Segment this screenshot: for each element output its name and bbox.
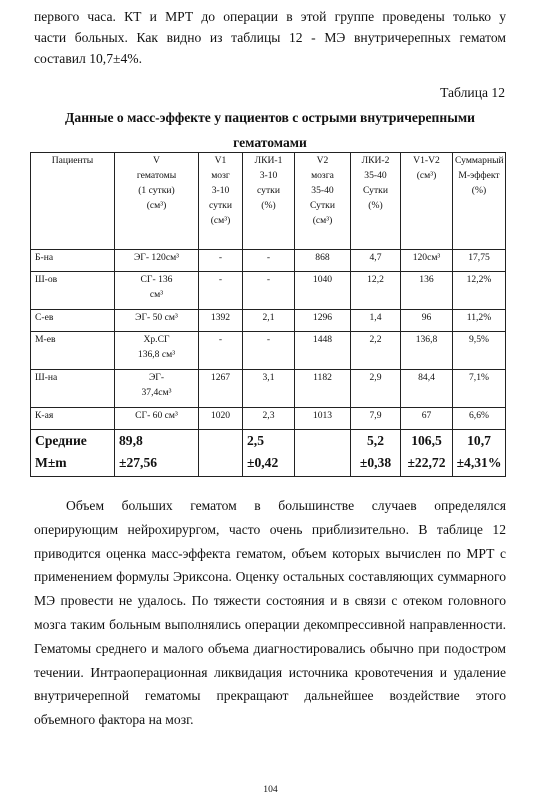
header-line: 35-40 xyxy=(364,170,387,181)
cell-lki2: 7,9 xyxy=(351,408,401,430)
intro-paragraph xyxy=(34,6,506,69)
cell-line: ЭГ- 120см³ xyxy=(133,252,180,263)
cell-v xyxy=(115,272,199,310)
cell-v2: 1448 xyxy=(295,332,351,370)
cell-lki1: - xyxy=(243,332,295,370)
header-cell xyxy=(243,153,295,250)
cell-line: см³ xyxy=(149,289,164,300)
average-line: M±m xyxy=(35,455,67,470)
cell-sum: 17,75 xyxy=(453,250,506,272)
cell-line: 136,8 см³ xyxy=(137,349,176,360)
average-cell xyxy=(295,430,351,477)
header-cell xyxy=(401,153,453,250)
header-line: ЛКИ-2 xyxy=(361,155,390,166)
cell-line: ЭГ- xyxy=(148,372,165,383)
average-line: ±27,56 xyxy=(119,455,158,470)
header-line: ЛКИ-1 xyxy=(254,155,283,166)
header-line: V2 xyxy=(316,155,329,166)
cell-lki1: 3,1 xyxy=(243,370,295,408)
header-line: Суммарный xyxy=(455,155,504,166)
table-row xyxy=(31,250,506,272)
cell-line: СГ- 60 см³ xyxy=(135,410,178,421)
cell-patient: Ш-на xyxy=(31,370,115,408)
average-line: Средние xyxy=(35,433,87,448)
cell-line: 37,4см³ xyxy=(141,387,172,398)
header-line: V1-V2 xyxy=(413,155,440,166)
average-line: 89,8 xyxy=(119,433,143,448)
header-line: сутки xyxy=(257,185,280,196)
table-label: Таблица 12 xyxy=(440,85,505,100)
cell-lki2: 12,2 xyxy=(351,272,401,310)
cell-v1: 1267 xyxy=(199,370,243,408)
cell-lki1: 2,1 xyxy=(243,310,295,332)
cell-v xyxy=(115,332,199,370)
cell-v1v2: 67 xyxy=(401,408,453,430)
average-line: ±22,72 xyxy=(407,455,446,470)
cell-v xyxy=(115,310,199,332)
table-row xyxy=(31,272,506,310)
cell-sum: 7,1% xyxy=(453,370,506,408)
header-line: гематомы xyxy=(136,170,177,181)
header-line: (см³) xyxy=(416,170,437,181)
average-line: ±4,31% xyxy=(456,455,502,470)
header-cell xyxy=(115,153,199,250)
cell-line: ЭГ- 50 см³ xyxy=(135,312,178,323)
average-line: 2,5 xyxy=(247,433,264,448)
table-row xyxy=(31,370,506,408)
header-line: (%) xyxy=(261,200,276,211)
cell-sum: 6,6% xyxy=(453,408,506,430)
header-cell xyxy=(199,153,243,250)
table-row xyxy=(31,310,506,332)
cell-lki2: 2,2 xyxy=(351,332,401,370)
cell-sum: 9,5% xyxy=(453,332,506,370)
average-cell xyxy=(199,430,243,477)
average-line: 106,5 xyxy=(411,433,442,448)
header-line: мозга xyxy=(311,170,334,181)
cell-v2: 868 xyxy=(295,250,351,272)
header-cell xyxy=(351,153,401,250)
header-line: (см³) xyxy=(146,200,167,211)
header-line: 35-40 xyxy=(311,185,334,196)
cell-lki2: 4,7 xyxy=(351,250,401,272)
cell-v2: 1040 xyxy=(295,272,351,310)
cell-sum: 11,2% xyxy=(453,310,506,332)
header-line: М-эффект xyxy=(458,170,500,181)
cell-v1: - xyxy=(199,250,243,272)
average-cell xyxy=(115,430,199,477)
cell-sum: 12,2% xyxy=(453,272,506,310)
intro-line: части больных. Как видно из таблицы 12 - МЭ внутричерепных гематом xyxy=(34,30,506,45)
cell-v1: 1392 xyxy=(199,310,243,332)
header-line: 3-10 xyxy=(211,185,230,196)
table-title-line: Данные о масс-эффекте у пациентов с острыми внутричерепными xyxy=(65,110,475,125)
cell-patient: С-ев xyxy=(31,310,115,332)
cell-v2: 1296 xyxy=(295,310,351,332)
header-cell xyxy=(31,153,115,250)
header-line: (%) xyxy=(471,185,487,196)
header-line: Сутки xyxy=(363,185,388,196)
average-line: ±0,42 xyxy=(247,455,279,470)
header-line: 3-10 xyxy=(259,170,278,181)
table-average-row xyxy=(31,430,506,477)
header-line: (1 сутки) xyxy=(138,185,175,196)
cell-v xyxy=(115,370,199,408)
average-line: 10,7 xyxy=(467,433,491,448)
cell-line: СГ- 136 xyxy=(140,274,173,285)
header-cell xyxy=(295,153,351,250)
average-cell xyxy=(351,430,401,477)
cell-v xyxy=(115,250,199,272)
intro-line: первого часа. КТ и МРТ до операции в этой группе проведены только у xyxy=(34,9,506,24)
average-cell xyxy=(401,430,453,477)
header-cell xyxy=(453,153,506,250)
cell-v1: 1020 xyxy=(199,408,243,430)
header-line: мозг xyxy=(211,170,230,181)
cell-v1v2: 136 xyxy=(401,272,453,310)
page-number: 104 xyxy=(263,784,278,795)
average-cell xyxy=(31,430,115,477)
table-title xyxy=(34,105,506,155)
cell-v1v2: 96 xyxy=(401,310,453,332)
header-line: V xyxy=(153,155,160,166)
average-cell xyxy=(453,430,506,477)
header-line: Сутки xyxy=(310,200,335,211)
header-line: сутки xyxy=(209,200,232,211)
cell-lki2: 2,9 xyxy=(351,370,401,408)
table-row xyxy=(31,332,506,370)
body-paragraph: Объем больших гематом в большинстве случаев определялся оперирующим нейрохирургом, часто очень приблизительно. В таблице 12 приводится оценка масс-эффекта гематом, объем которых вычислен по МРТ с применением формулы Эриксона. Оценку остальных составляющих суммарного МЭ провести не удалось. По тяжести состояния и в связи с отеком головного мозга таким больным выполнялись операции декомпрессивной направленности. Гематомы среднего и малого объема диагностировались обычно при подостром течении. Интраоперационная ликвидация источника кровотечения и удаление внутричерепной гематомы прекращают дальнейшее воздействие этого объемного фактора на мозг. xyxy=(34,498,506,728)
cell-v2: 1013 xyxy=(295,408,351,430)
cell-patient: Б-на xyxy=(31,250,115,272)
cell-line: Хр.СГ xyxy=(143,334,170,345)
table-header-row xyxy=(31,153,506,250)
cell-patient: Ш-ов xyxy=(31,272,115,310)
mass-effect-table xyxy=(30,152,506,477)
cell-v2: 1182 xyxy=(295,370,351,408)
intro-line: составил 10,7±4%. xyxy=(34,51,142,66)
cell-lki1: - xyxy=(243,250,295,272)
average-cell xyxy=(243,430,295,477)
cell-v xyxy=(115,408,199,430)
cell-v1: - xyxy=(199,332,243,370)
header-line: (см³) xyxy=(210,215,231,226)
cell-v1v2: 136,8 xyxy=(401,332,453,370)
header-line: V1 xyxy=(214,155,227,166)
header-line: (см³) xyxy=(312,215,333,226)
cell-v1v2: 84,4 xyxy=(401,370,453,408)
average-line: 5,2 xyxy=(367,433,384,448)
table-row xyxy=(31,408,506,430)
average-line: ±0,38 xyxy=(359,455,392,470)
cell-lki2: 1,4 xyxy=(351,310,401,332)
cell-patient: К-ая xyxy=(31,408,115,430)
cell-v1: - xyxy=(199,272,243,310)
cell-v1v2: 120см³ xyxy=(401,250,453,272)
cell-lki1: - xyxy=(243,272,295,310)
cell-lki1: 2,3 xyxy=(243,408,295,430)
cell-patient: М-ев xyxy=(31,332,115,370)
header-line: (%) xyxy=(368,200,383,211)
table-title-line: гематомами xyxy=(233,135,307,150)
header-line: Пациенты xyxy=(51,155,94,166)
